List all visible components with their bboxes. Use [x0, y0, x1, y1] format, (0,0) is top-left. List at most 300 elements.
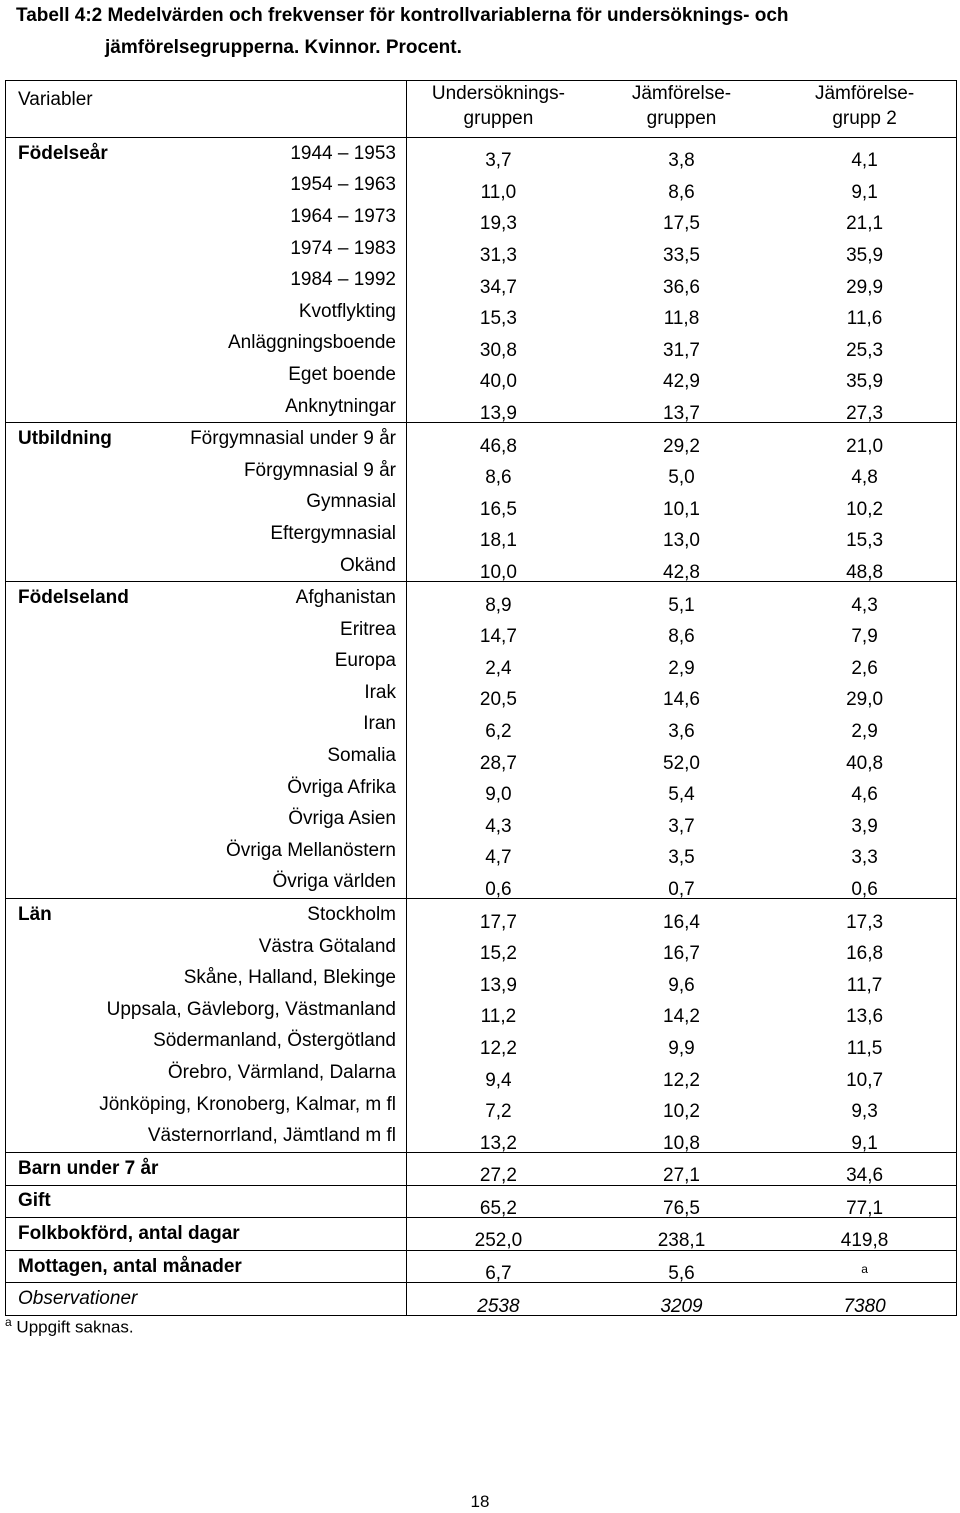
row-sub-label: Förgymnasial under 9 år [190, 428, 396, 450]
value-cell-col-2 [590, 899, 773, 931]
value-cell-col-1 [407, 487, 590, 519]
value-cell-col-3 [773, 994, 956, 1026]
table-row [6, 328, 957, 360]
row-label-cell [6, 391, 407, 423]
value-cell-col-2 [590, 138, 773, 170]
row-label-cell [6, 899, 407, 931]
value-cell-col-3 [773, 1057, 956, 1089]
value-cell-col-1 [407, 1153, 590, 1186]
value-cell-col-2 [590, 614, 773, 646]
value-cell-col-1 [407, 1089, 590, 1121]
row-sub-label: Eftergymnasial [270, 522, 396, 544]
value-cell-col-2 [590, 772, 773, 804]
value-cell-col-3 [773, 455, 956, 487]
footnote [5, 1315, 134, 1338]
row-sub-label: Stockholm [307, 904, 396, 926]
row-label-cell [6, 423, 407, 455]
table-row [6, 359, 957, 391]
value-cell-col-3 [773, 201, 956, 233]
row-sub-label: 1964 – 1973 [290, 205, 396, 227]
value-text: 0,7 [668, 878, 695, 900]
row-sub-label: Somalia [327, 745, 396, 767]
value-cell-col-1 [407, 1185, 590, 1218]
value-text: 2,9 [668, 657, 695, 679]
row-sub-label: Skåne, Halland, Blekinge [183, 967, 396, 989]
value-cell-col-3 [773, 867, 956, 899]
table-row [6, 518, 957, 550]
row-group-label: Folkbokförd, antal dagar [18, 1222, 240, 1244]
value-text: 9,0 [485, 784, 512, 806]
row-label-cell [6, 867, 407, 899]
table-row [6, 201, 957, 233]
value-cell-col-2 [590, 994, 773, 1026]
value-cell-col-2 [590, 1057, 773, 1089]
table-row [6, 1026, 957, 1058]
table-row [6, 1120, 957, 1152]
row-sub-label: Afghanistan [295, 587, 396, 609]
row-label-cell [6, 646, 407, 678]
value-cell-col-1 [407, 1283, 590, 1316]
value-cell-col-2 [590, 550, 773, 582]
value-cell-col-1 [407, 931, 590, 963]
value-cell-col-2 [590, 391, 773, 423]
value-text: 17,5 [663, 213, 700, 235]
value-cell-col-3 [773, 740, 956, 772]
value-cell-col-2 [590, 582, 773, 614]
value-cell-col-2 [590, 1026, 773, 1058]
row-sub-label: Irak [364, 681, 396, 703]
row-sub-label: Iran [363, 713, 396, 735]
value-text: 77,1 [846, 1197, 884, 1219]
row-label-cell [6, 233, 407, 265]
value-text: 12,2 [479, 1037, 517, 1059]
header-col-2-line-2: gruppen [646, 108, 717, 129]
value-cell-col-1 [407, 835, 590, 867]
row-group-label: Barn under 7 år [18, 1157, 159, 1179]
value-cell-col-2 [590, 1089, 773, 1121]
row-sub-label: Anläggningsboende [228, 332, 396, 354]
value-cell-col-2 [590, 803, 773, 835]
value-text: 9,4 [485, 1069, 512, 1091]
value-text: 9,9 [668, 1037, 695, 1059]
table-row [6, 614, 957, 646]
value-cell-col-2 [590, 170, 773, 202]
value-cell-col-1 [407, 740, 590, 772]
value-text: 65,2 [479, 1197, 517, 1219]
value-cell-col-1 [407, 899, 590, 931]
value-cell-col-1 [407, 170, 590, 202]
value-text: 36,6 [663, 276, 700, 298]
value-text: 9,3 [851, 1101, 878, 1123]
table-row [6, 264, 957, 296]
value-cell-col-1 [407, 296, 590, 328]
row-group-label: Observationer [18, 1288, 138, 1310]
value-text: 3,9 [851, 815, 878, 837]
value-text: 14,2 [663, 1006, 700, 1028]
value-cell-col-1 [407, 709, 590, 741]
row-sub-label: Eget boende [288, 363, 396, 385]
row-label-cell [6, 550, 407, 582]
value-cell-col-2 [590, 1283, 773, 1316]
value-text: 7,2 [485, 1101, 512, 1123]
row-label-cell [6, 1120, 407, 1152]
row-sub-label: Jönköping, Kronoberg, Kalmar, m fl [99, 1093, 396, 1115]
value-text: 11,2 [480, 1006, 517, 1028]
row-sub-label: Övriga Mellanöstern [225, 839, 396, 861]
value-cell-col-1 [407, 646, 590, 678]
value-cell-col-1 [407, 391, 590, 423]
value-text: 40,8 [846, 752, 884, 774]
row-label-cell [6, 614, 407, 646]
value-cell-col-3 [773, 328, 956, 360]
value-cell-col-2 [590, 264, 773, 296]
value-cell-col-3 [773, 803, 956, 835]
value-cell-col-3 [773, 646, 956, 678]
value-cell-col-3 [773, 899, 956, 931]
value-text: 33,5 [663, 245, 700, 267]
row-label-cell [6, 677, 407, 709]
value-text: 13,0 [663, 530, 700, 552]
value-cell-col-3 [773, 931, 956, 963]
value-text: 35,9 [846, 245, 884, 267]
value-text: 5,4 [668, 784, 695, 806]
value-cell-col-1 [407, 803, 590, 835]
row-label-cell [6, 1283, 407, 1316]
value-cell-col-2 [590, 1153, 773, 1186]
row-label-cell [6, 740, 407, 772]
table-row [6, 646, 957, 678]
row-label-cell [6, 994, 407, 1026]
row-label-cell [6, 328, 407, 360]
value-text: 6,2 [485, 720, 512, 742]
header-col-3 [773, 81, 956, 138]
value-cell-col-3 [773, 1218, 956, 1251]
value-text: 10,2 [663, 1101, 700, 1123]
value-text: 29,0 [846, 689, 884, 711]
value-text: 252,0 [474, 1230, 523, 1252]
value-cell-col-1 [407, 1120, 590, 1152]
row-group-label: Län [18, 904, 52, 926]
value-cell-col-2 [590, 1185, 773, 1218]
row-sub-label: Södermanland, Östergötland [153, 1030, 396, 1052]
value-text: 11,5 [846, 1037, 883, 1059]
table-row [6, 835, 957, 867]
value-text [773, 1251, 956, 1282]
row-label-cell [6, 1089, 407, 1121]
value-text: 14,6 [663, 689, 700, 711]
value-cell-col-2 [590, 931, 773, 963]
value-text: 6,7 [485, 1263, 512, 1285]
row-label-cell [6, 803, 407, 835]
value-cell-col-3 [773, 423, 956, 455]
value-cell-col-1 [407, 138, 590, 170]
value-cell-col-3 [773, 1026, 956, 1058]
table-row [6, 994, 957, 1026]
value-text: 4,3 [485, 815, 512, 837]
statistics-table [5, 80, 957, 1316]
value-text: 3,8 [668, 150, 695, 172]
value-cell-col-2 [590, 962, 773, 994]
row-label-cell [6, 931, 407, 963]
row-label-cell [6, 962, 407, 994]
header-col-2 [590, 81, 773, 138]
value-text: 419,8 [840, 1230, 889, 1252]
value-text: 2538 [477, 1295, 520, 1317]
header-variable-cell [6, 81, 407, 138]
value-cell-col-3 [773, 1153, 956, 1186]
value-cell-col-3 [773, 1283, 956, 1316]
value-text: 7,9 [851, 626, 878, 648]
value-text: 2,4 [485, 657, 512, 679]
value-cell-col-1 [407, 423, 590, 455]
value-text: 4,7 [485, 847, 512, 869]
header-col-2-line-1: Jämförelse- [631, 83, 732, 104]
value-text: 25,3 [846, 339, 884, 361]
value-text: 10,8 [663, 1132, 700, 1154]
value-cell-col-1 [407, 328, 590, 360]
value-text: 15,3 [846, 530, 884, 552]
missing-data-mark: a [861, 1262, 868, 1277]
value-cell-col-2 [590, 455, 773, 487]
value-cell-col-1 [407, 455, 590, 487]
value-text: 5,0 [668, 467, 695, 489]
value-cell-col-1 [407, 994, 590, 1026]
row-sub-label: 1974 – 1983 [290, 237, 396, 259]
table-row [6, 138, 957, 170]
row-label-cell [6, 170, 407, 202]
table-row [6, 1089, 957, 1121]
footnote-text: Uppgift saknas. [16, 1317, 134, 1337]
table-row [6, 455, 957, 487]
value-text: 76,5 [663, 1197, 700, 1219]
table-row [6, 582, 957, 614]
row-group-label: Utbildning [18, 428, 112, 450]
table-row [6, 423, 957, 455]
value-cell-col-3 [773, 1185, 956, 1218]
value-text: 52,0 [663, 752, 700, 774]
value-text: 42,8 [663, 562, 700, 584]
table-row [6, 1153, 957, 1186]
value-text: 35,9 [846, 371, 884, 393]
value-cell-col-1 [407, 1057, 590, 1089]
value-cell-col-2 [590, 518, 773, 550]
value-cell-col-3 [773, 138, 956, 170]
value-text: 7380 [843, 1295, 886, 1317]
value-text: 13,9 [479, 974, 517, 996]
header-col-3-line-2: grupp 2 [832, 108, 897, 129]
value-text: 27,2 [479, 1165, 517, 1187]
value-text: 16,8 [846, 943, 884, 965]
table-row [6, 709, 957, 741]
value-text: 16,5 [479, 498, 517, 520]
value-cell-col-3 [773, 614, 956, 646]
value-text: 15,2 [479, 943, 517, 965]
value-text: 46,8 [479, 435, 517, 457]
row-label-cell [6, 1250, 407, 1283]
value-cell-col-3 [773, 359, 956, 391]
row-sub-label: Övriga Asien [288, 808, 396, 830]
value-text: 11,8 [663, 308, 700, 330]
value-cell-col-3 [773, 550, 956, 582]
row-label-cell [6, 487, 407, 519]
table-row [6, 1185, 957, 1218]
value-cell-col-1 [407, 677, 590, 709]
value-text: 34,7 [479, 276, 517, 298]
title-line-2: jämförelsegrupperna. Kvinnor. Procent. [105, 37, 462, 58]
page-number: 18 [470, 1492, 490, 1511]
value-cell-col-1 [407, 201, 590, 233]
value-text: 29,9 [846, 276, 884, 298]
table-row [6, 170, 957, 202]
value-cell-col-2 [590, 359, 773, 391]
value-cell-col-3 [773, 835, 956, 867]
value-text: 48,8 [846, 562, 884, 584]
value-text: 3209 [660, 1295, 703, 1317]
value-text: 11,6 [846, 308, 883, 330]
value-text: 13,6 [846, 1006, 884, 1028]
row-label-cell [6, 296, 407, 328]
value-cell-col-2 [590, 328, 773, 360]
row-sub-label: 1984 – 1992 [290, 269, 396, 291]
value-text: 13,7 [663, 403, 700, 425]
value-text: 8,9 [485, 594, 512, 616]
table-row [6, 550, 957, 582]
value-text: 16,4 [663, 911, 700, 933]
row-sub-label: Eritrea [340, 618, 396, 640]
row-label-cell [6, 1153, 407, 1186]
value-cell-col-3 [773, 962, 956, 994]
table-row [6, 803, 957, 835]
value-cell-col-1 [407, 1026, 590, 1058]
value-text: 18,1 [479, 530, 517, 552]
value-cell-col-1 [407, 233, 590, 265]
row-label-cell [6, 518, 407, 550]
value-cell-col-3 [773, 264, 956, 296]
value-cell-col-2 [590, 201, 773, 233]
value-text: 3,7 [485, 150, 512, 172]
value-text: 8,6 [668, 181, 695, 203]
table-row [6, 899, 957, 931]
value-text: 16,7 [663, 943, 700, 965]
header-col-3-line-1: Jämförelse- [814, 83, 915, 104]
row-group-label: Gift [18, 1190, 51, 1212]
value-text: 10,2 [846, 498, 884, 520]
value-cell-col-2 [590, 867, 773, 899]
value-text: 9,6 [668, 974, 695, 996]
value-cell-col-2 [590, 1120, 773, 1152]
header-col-1-line-1: Undersöknings- [431, 83, 565, 104]
row-sub-label: Okänd [340, 554, 396, 576]
value-text: 3,7 [668, 815, 695, 837]
row-group-label: Mottagen, antal månader [18, 1255, 242, 1277]
value-text: 11,0 [480, 181, 517, 203]
value-cell-col-2 [590, 835, 773, 867]
value-text: 238,1 [657, 1230, 706, 1252]
value-text: 4,1 [851, 150, 878, 172]
value-cell-col-2 [590, 1218, 773, 1251]
value-cell-col-1 [407, 614, 590, 646]
row-label-cell [6, 709, 407, 741]
value-text: 17,7 [479, 911, 517, 933]
value-text: 0,6 [485, 878, 512, 900]
value-cell-col-3 [773, 1089, 956, 1121]
value-cell-col-3 [773, 296, 956, 328]
value-text: 27,3 [846, 403, 884, 425]
value-text: 5,1 [668, 594, 695, 616]
table-row [6, 1283, 957, 1316]
value-text: 5,6 [668, 1263, 695, 1285]
value-cell-col-3 [773, 677, 956, 709]
value-cell-col-3 [773, 233, 956, 265]
row-sub-label: Västra Götaland [258, 935, 396, 957]
row-sub-label: Örebro, Värmland, Dalarna [167, 1062, 396, 1084]
value-text: 12,2 [663, 1069, 700, 1091]
row-label-cell [6, 455, 407, 487]
row-group-label: Födelseår [18, 142, 108, 164]
row-label-cell [6, 1185, 407, 1218]
header-col-1 [407, 81, 590, 138]
row-sub-label: Uppsala, Gävleborg, Västmanland [106, 998, 396, 1020]
value-cell-col-3 [773, 709, 956, 741]
table-row [6, 1057, 957, 1089]
value-text: 8,6 [668, 626, 695, 648]
value-cell-col-1 [407, 1250, 590, 1283]
table-row [6, 931, 957, 963]
row-label-cell [6, 835, 407, 867]
value-cell-col-3 [773, 1250, 956, 1283]
value-text: 13,2 [479, 1132, 517, 1154]
value-text: 20,5 [479, 689, 517, 711]
row-sub-label: 1954 – 1963 [290, 174, 396, 196]
value-text: 4,8 [851, 467, 878, 489]
value-text: 2,9 [851, 720, 878, 742]
value-text: 11,7 [846, 974, 883, 996]
row-sub-label: Västernorrland, Jämtland m fl [147, 1125, 396, 1147]
value-text: 19,3 [479, 213, 517, 235]
value-cell-col-2 [590, 1250, 773, 1283]
value-text: 4,3 [851, 594, 878, 616]
value-text: 10,1 [663, 498, 700, 520]
row-sub-label: Övriga Afrika [287, 776, 396, 798]
row-sub-label: Förgymnasial 9 år [243, 459, 396, 481]
value-text: 42,9 [663, 371, 700, 393]
table-row [6, 391, 957, 423]
row-label-cell [6, 201, 407, 233]
header-variable: Variabler [18, 89, 93, 110]
value-cell-col-2 [590, 740, 773, 772]
value-cell-col-2 [590, 646, 773, 678]
value-text: 14,7 [479, 626, 517, 648]
value-text: 3,3 [851, 847, 878, 869]
value-cell-col-1 [407, 359, 590, 391]
row-sub-label: Gymnasial [306, 491, 396, 513]
table-row [6, 1218, 957, 1251]
title-line-1: Tabell 4:2 Medelvärden och frekvenser för kontrollvariablerna för undersöknings- och [16, 5, 789, 26]
value-text: 9,1 [851, 181, 878, 203]
value-cell-col-1 [407, 867, 590, 899]
value-cell-col-2 [590, 709, 773, 741]
table-row [6, 962, 957, 994]
value-cell-col-3 [773, 487, 956, 519]
value-text: 15,3 [479, 308, 517, 330]
value-text: 9,1 [851, 1132, 878, 1154]
value-text: 2,6 [851, 657, 878, 679]
row-sub-label: Europa [334, 650, 396, 672]
value-cell-col-2 [590, 423, 773, 455]
value-cell-col-1 [407, 518, 590, 550]
value-text: 21,1 [846, 213, 884, 235]
value-cell-col-1 [407, 962, 590, 994]
